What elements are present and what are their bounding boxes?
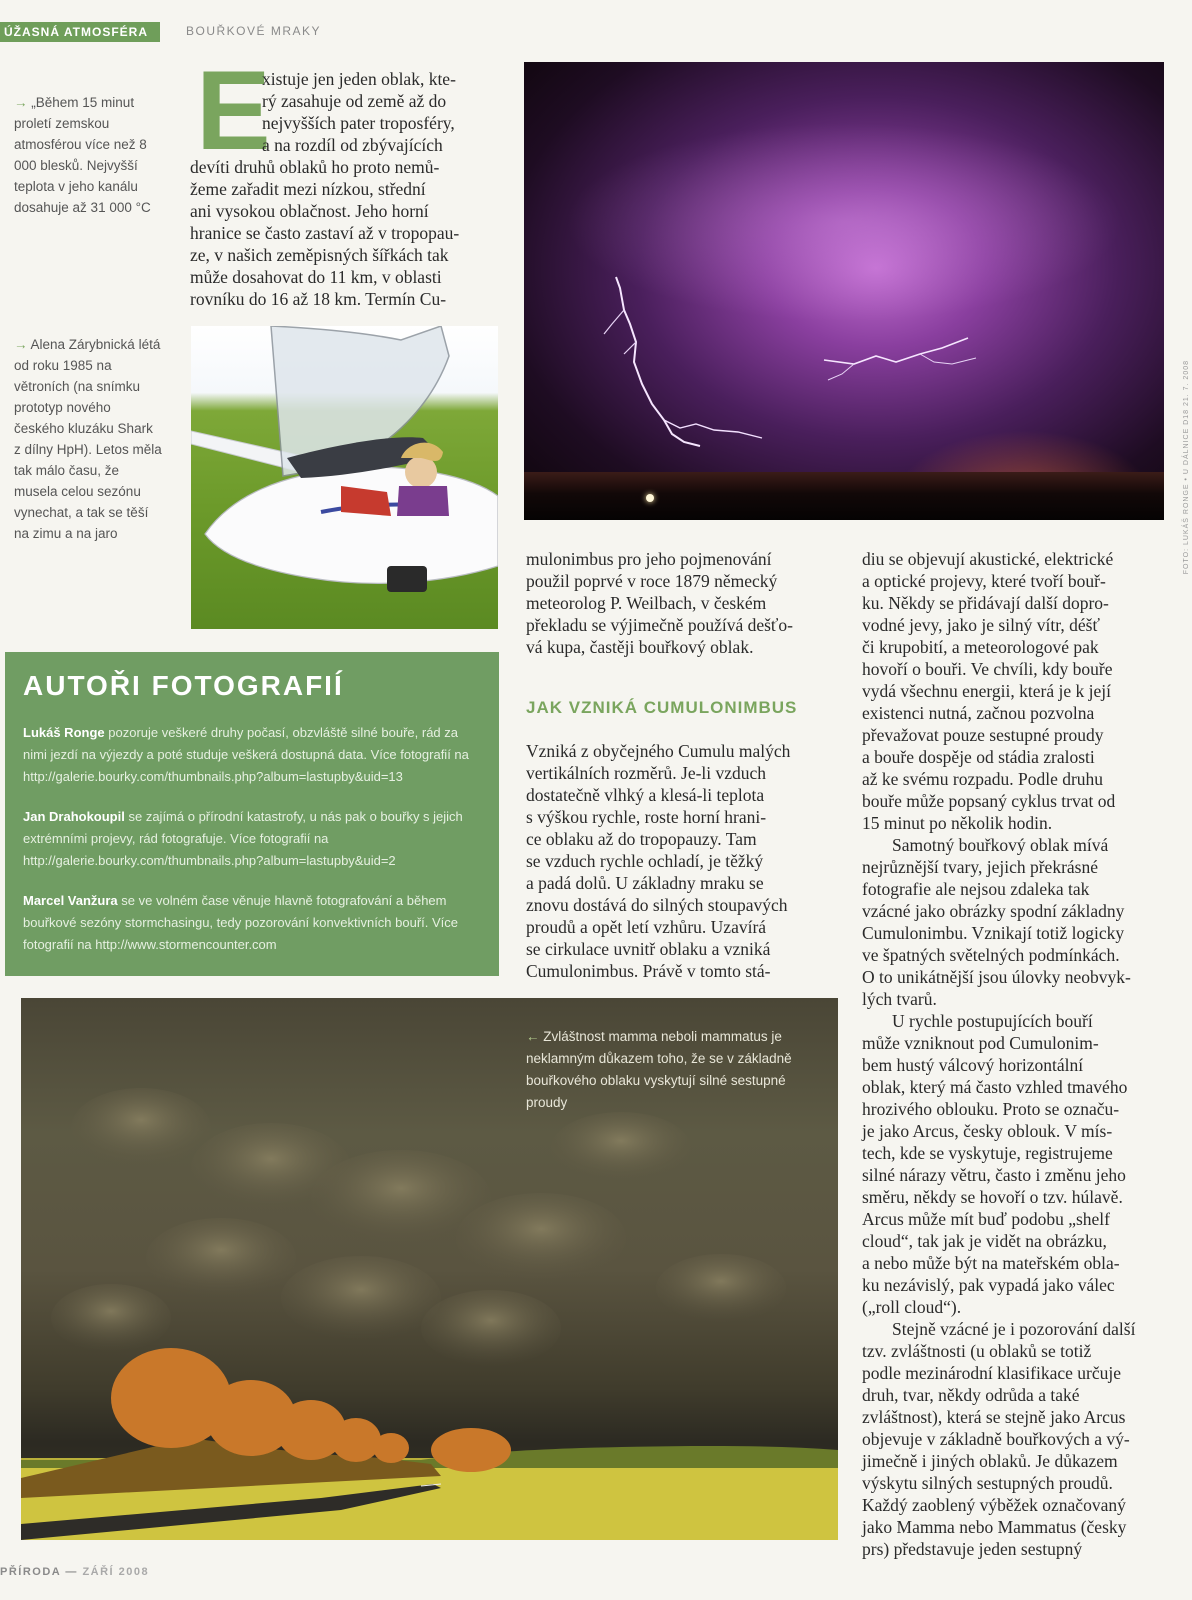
- issue-date: ZÁŘÍ 2008: [82, 1566, 150, 1578]
- text-line: ve špatných světelných podmínkách.: [862, 945, 1120, 965]
- text-line: objevuje v základně bouřkových a vý-: [862, 1429, 1130, 1449]
- text-line: silné nárazy větru, často i změnu jeho: [862, 1165, 1126, 1185]
- text-line: bouře může popsaný cyklus trvat od: [862, 791, 1116, 811]
- mammatus-photo: [21, 998, 838, 1540]
- text-line: ani vysokou oblačnost. Jeho horní: [190, 201, 429, 221]
- text-line: vydá všechnu energii, která je k její: [862, 681, 1111, 701]
- text-line: a padá dolů. U základny mraku se: [526, 873, 764, 893]
- arrow-right-icon: →: [14, 337, 28, 352]
- author-entry: [23, 890, 483, 956]
- article-column-2b: [526, 740, 836, 982]
- authors-title: AUTOŘI FOTOGRAFIÍ: [23, 670, 344, 701]
- text-line: znovu dostává do silných stoupavých: [526, 895, 788, 915]
- text-line: může vzniknout pod Cumulonim-: [862, 1033, 1099, 1053]
- text-line: podle mezinárodní klasifikace určuje: [862, 1363, 1121, 1383]
- text-line: lých tvarů.: [862, 989, 937, 1009]
- glider-caption: [14, 334, 162, 544]
- text-line: tzv. zvláštnosti (u oblaků se totiž: [862, 1341, 1092, 1361]
- footer-separator: —: [60, 1566, 83, 1578]
- text-line: druh, tvar, někdy odrůda a také: [862, 1385, 1080, 1405]
- text-line: či krupobití, a meteorologové pak: [862, 637, 1099, 657]
- dropcap: E: [196, 48, 271, 173]
- text-line: Stejně vzácné je i pozorování další: [892, 1319, 1136, 1339]
- lightning-photo: [524, 62, 1164, 520]
- text-line: rovníku do 16 až 18 km. Termín Cu-: [190, 289, 447, 309]
- glider-photo: [191, 326, 498, 629]
- arrow-right-icon: →: [14, 95, 28, 110]
- author-entry: [23, 806, 483, 872]
- text-line: ce oblaku až do tropopauzy. Tam: [526, 829, 757, 849]
- text-line: použil poprvé v roce 1879 německý: [526, 571, 778, 591]
- section-subheading: JAK VZNIKÁ CUMULONIMBUS: [526, 698, 798, 717]
- topic-label: BOUŘKOVÉ MRAKY: [186, 24, 322, 38]
- text-line: vertikálních rozměrů. Je-li vzduch: [526, 763, 767, 783]
- text-line: Samotný bouřkový oblak mívá: [892, 835, 1109, 855]
- text-line: hrozivého oblouku. Proto se označu-: [862, 1099, 1120, 1119]
- text-line: oblak, který má často vzhled tmavého: [862, 1077, 1128, 1097]
- text-line: jako Mamma nebo Mammatus (česky: [862, 1517, 1127, 1537]
- article-column-2: [526, 548, 836, 658]
- text-line: žeme zařadit mezi nízkou, střední: [190, 179, 426, 199]
- text-line: překladu se výjimečně používá dešťo-: [526, 615, 793, 635]
- text-line: jimečně i jiných oblaků. Je důkazem: [862, 1451, 1118, 1471]
- text-line: je jako Arcus, česky oblouk. V mís-: [862, 1121, 1113, 1141]
- text-line: nejvyšších pater troposféry,: [262, 113, 455, 133]
- mammatus-caption-text: Zvláštnost mamma neboli mammatus je neklamným důkazem toho, že se v základně bouřkového oblaku vyskytují silné sestupné proudy: [526, 1029, 792, 1110]
- text-line: ku. Někdy se přidávají další dopro-: [862, 593, 1109, 613]
- text-line: dostatečně vlhký a klesá-li teplota: [526, 785, 765, 805]
- author-text: se ve volném čase věnuje hlavně fotografování a během bouřkové sezóny stormchasingu, tedy pozorování konvektivních bouří. Více fotografií na http://www.stormencounter.com: [23, 893, 459, 952]
- text-line: Cumulonimbus. Právě v tomto stá-: [526, 961, 771, 981]
- text-line: („roll cloud“).: [862, 1297, 962, 1317]
- text-line: a optické projevy, které tvoří bouř-: [862, 571, 1106, 591]
- article-column-1: [190, 48, 500, 310]
- author-name: Jan Drahokoupil: [23, 809, 125, 824]
- text-line: diu se objevují akustické, elektrické: [862, 549, 1114, 569]
- text-line: 15 minut po několik hodin.: [862, 813, 1053, 833]
- text-line: zvláštnost), která se stejně jako Arcus: [862, 1407, 1126, 1427]
- horizon-treeline: [524, 472, 1164, 520]
- text-line: vzácné jako obrázky spodní základny: [862, 901, 1125, 921]
- authors-box: [5, 652, 499, 976]
- text-line: Vzniká z obyčejného Cumulu malých: [526, 741, 791, 761]
- text-line: výskytu silných sestupných proudů.: [862, 1473, 1113, 1493]
- text-line: devíti druhů oblaků ho proto nemů-: [190, 157, 440, 177]
- article-column-3: [862, 548, 1172, 1560]
- author-name: Lukáš Ronge: [23, 725, 105, 740]
- text-line: a nebo může být na mateřském obla-: [862, 1253, 1120, 1273]
- text-line: a na rozdíl od zbývajících: [262, 135, 443, 155]
- text-line: rý zasahuje od země až do: [262, 91, 447, 111]
- section-tag: ÚŽASNÁ ATMOSFÉRA: [0, 22, 160, 42]
- text-line: U rychle postupujících bouří: [892, 1011, 1093, 1031]
- text-line: vá kupa, častěji bouřkový oblak.: [526, 637, 754, 657]
- text-line: ze, v našich zeměpisných šířkách tak: [190, 245, 449, 265]
- author-text: se zajímá o přírodní katastrofy, u nás pak o bouřky s jejich extrémními projevy, rád fotografuje. Více fotografií na http://galerie.bourky.com/thumbnails.php?album=lastupby&uid=2: [23, 809, 463, 868]
- pilot-face: [405, 456, 437, 488]
- text-line: meteorolog P. Weilbach, v českém: [526, 593, 767, 613]
- text-line: Každý zaoblený výběžek označovaný: [862, 1495, 1126, 1515]
- text-line: mulonimbus pro jeho pojmenování: [526, 549, 772, 569]
- text-line: se vzduch rychle ochladí, je těžký: [526, 851, 764, 871]
- text-line: existenci nutná, začnou pozvolna: [862, 703, 1095, 723]
- text-line: se cirkulace uvnitř oblaku a vzniká: [526, 939, 771, 959]
- magazine-name: PŘÍRODA: [0, 1566, 61, 1578]
- glider-caption-text: Alena Zárybnická létá od roku 1985 na větroních (na snímku prototyp nového českého kluzáku Shark z dílny HpH). Letos měla tak málo času, že musela celou sezónu vynechat, a tak se těší na zimu a na jaro: [14, 337, 162, 541]
- text-line: ku nezávislý, pak vypadá jako válec: [862, 1275, 1115, 1295]
- text-line: Arcus může mít buď podobu „shelf: [862, 1209, 1110, 1229]
- author-text: pozoruje veškeré druhy počasí, obzvláště silné bouře, rád za nimi jezdí na výjezdy a poté studuje veškerá dostupná data. Více fotografií na http://galerie.bourky.com/thumbnails.php?album=lastupby&uid=13: [23, 725, 469, 784]
- text-line: tech, kde se vyskytuje, registrujeme: [862, 1143, 1113, 1163]
- text-line: fotografie ale nejsou zdaleka tak: [862, 879, 1090, 899]
- text-line: až ke svému rozpadu. Podle druhu: [862, 769, 1104, 789]
- page-footer: [0, 1566, 149, 1578]
- mammatus-caption: [526, 1026, 811, 1114]
- text-line: prs) představuje jeden sestupný: [862, 1539, 1083, 1559]
- text-line: O to unikátnější jsou úlovky neobvyk-: [862, 967, 1131, 987]
- lightning-fact-caption: [14, 92, 162, 218]
- text-line: xistuje jen jeden oblak, kte-: [262, 69, 456, 89]
- photo-credit: FOTO: LUKÁŠ RONGE • U DÁLNICE D18 21. 7. 2008: [1183, 360, 1190, 575]
- text-line: Cumulonimbu. Vznikají totiž logicky: [862, 923, 1125, 943]
- car-light: [646, 494, 654, 502]
- text-line: převažovat pouze sestupné proudy: [862, 725, 1104, 745]
- text-line: může dosahovat do 11 km, v oblasti: [190, 267, 442, 287]
- text-line: s výškou rychle, roste horní hrani-: [526, 807, 767, 827]
- arrow-left-icon: ←: [526, 1029, 540, 1044]
- text-line: a bouře dospěje od stádia zralosti: [862, 747, 1095, 767]
- glider-icon: [191, 326, 498, 629]
- author-name: Marcel Vanžura: [23, 893, 118, 908]
- text-line: směru, někdy se hovoří o tzv. húlavě.: [862, 1187, 1123, 1207]
- text-line: bem hustý válcový horizontální: [862, 1055, 1084, 1075]
- text-line: cloud“, tak jak je vidět na obrázku,: [862, 1231, 1107, 1251]
- author-entry: [23, 722, 483, 788]
- text-line: vodné jevy, jako je silný vítr, déšť: [862, 615, 1100, 635]
- lightning-fact-text: „Během 15 minut proletí zemskou atmosférou více než 8 000 blesků. Nejvyšší teplota v jeho kanálu dosahuje až 31 000 °C: [14, 95, 151, 215]
- text-line: hranice se často zastaví až v tropopau-: [190, 223, 460, 243]
- text-line: proudů a opět letí vzhůru. Uzavírá: [526, 917, 767, 937]
- text-line: nejrůznější tvary, jejich překrásné: [862, 857, 1098, 877]
- text-line: hovoří o bouři. Ve chvíli, kdy bouře: [862, 659, 1113, 679]
